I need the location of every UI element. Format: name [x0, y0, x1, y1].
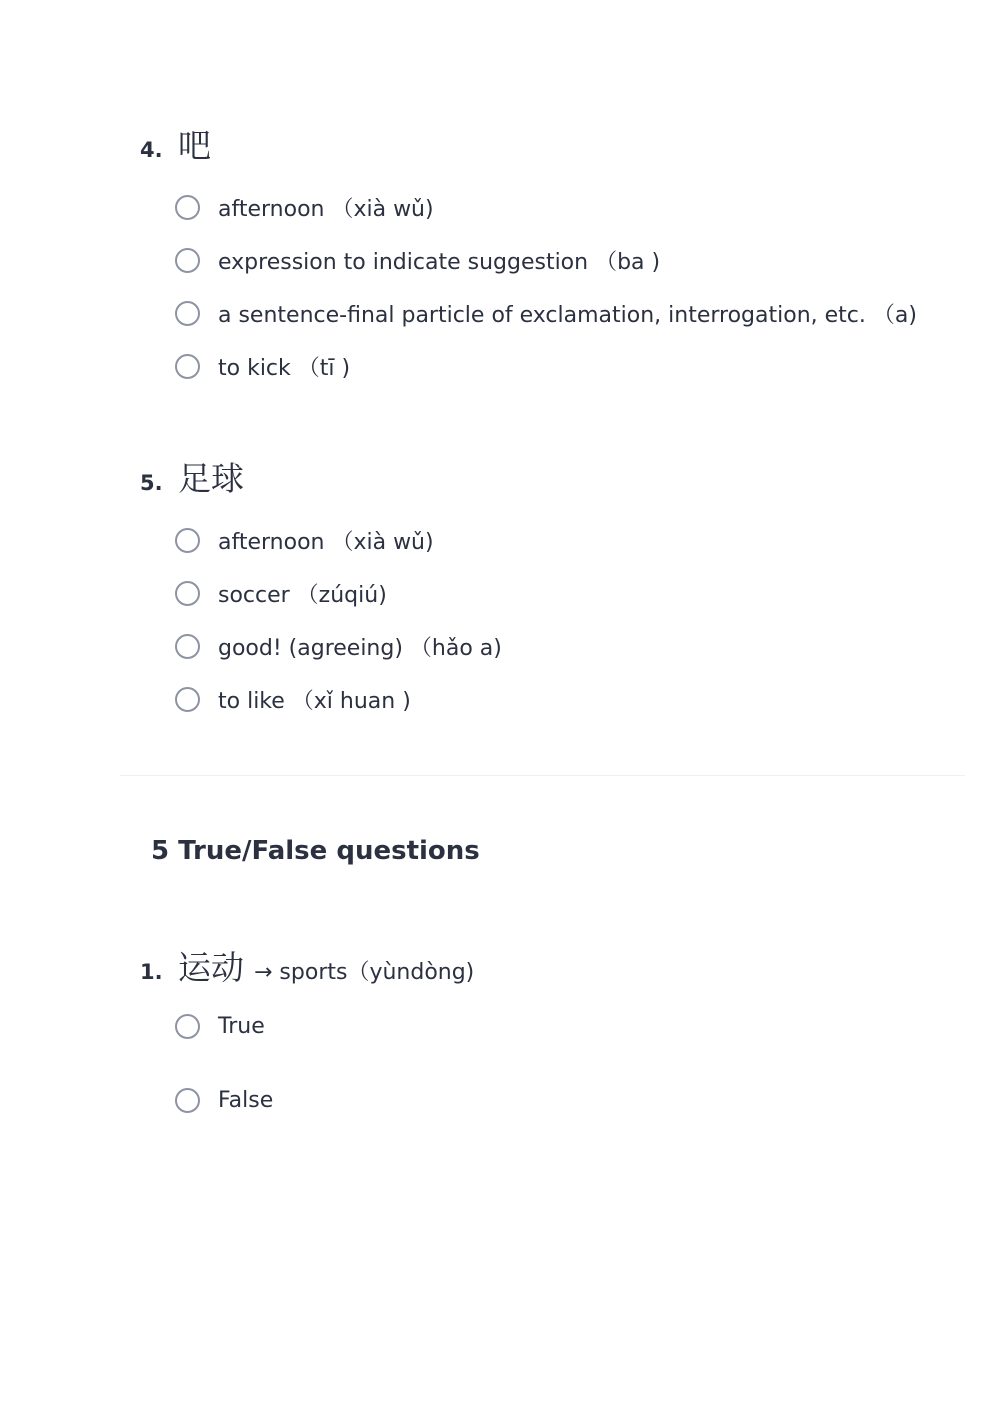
radio-button[interactable]: [175, 581, 200, 606]
answer-option[interactable]: [175, 349, 350, 383]
question-number: 1.: [140, 960, 163, 984]
radio-button[interactable]: [175, 634, 200, 659]
radio-button[interactable]: [175, 248, 200, 273]
option-label: False: [218, 1087, 274, 1113]
question-word: 吧: [178, 126, 211, 165]
question-header: [140, 453, 244, 498]
question-5: [140, 453, 244, 498]
option-label: afternoon （xià wǔ): [218, 529, 434, 555]
radio-button[interactable]: [175, 687, 200, 712]
radio-button[interactable]: [175, 301, 200, 326]
question-header: [140, 942, 475, 987]
tf-question-1: [140, 942, 475, 987]
answer-option[interactable]: [175, 296, 917, 330]
option-label: afternoon （xià wǔ): [218, 196, 434, 222]
radio-button[interactable]: [175, 195, 200, 220]
option-label: to like （xǐ huan ): [218, 688, 411, 714]
radio-button[interactable]: [175, 528, 200, 553]
answer-option[interactable]: [175, 190, 434, 224]
answer-option[interactable]: [175, 523, 434, 557]
option-label: True: [218, 1013, 265, 1039]
option-label: good! (agreeing) （hǎo a): [218, 635, 502, 661]
radio-button[interactable]: [175, 1014, 200, 1039]
question-header: [140, 120, 211, 165]
answer-option[interactable]: [175, 629, 502, 663]
answer-option[interactable]: [175, 682, 411, 716]
answer-option[interactable]: [175, 243, 660, 277]
radio-button[interactable]: [175, 354, 200, 379]
section-title: 5 True/False questions: [151, 836, 480, 866]
option-label: to kick （tī ): [218, 355, 351, 381]
radio-button[interactable]: [175, 1088, 200, 1113]
section-divider: [120, 775, 965, 776]
question-number: 5.: [140, 471, 163, 495]
question-number: 4.: [140, 138, 163, 162]
option-label: expression to indicate suggestion （ba ): [218, 249, 661, 275]
question-4: [140, 120, 211, 165]
answer-option[interactable]: [175, 576, 387, 610]
answer-option-true[interactable]: [175, 1009, 265, 1043]
option-label: a sentence-final particle of exclamation, interrogation, etc. （a): [218, 302, 917, 328]
question-word: 足球: [178, 459, 244, 498]
question-meaning: → sports（yùndòng): [254, 960, 475, 985]
question-word: 运动: [178, 948, 244, 987]
answer-option-false[interactable]: [175, 1083, 273, 1117]
option-label: soccer （zúqiú): [218, 582, 387, 608]
